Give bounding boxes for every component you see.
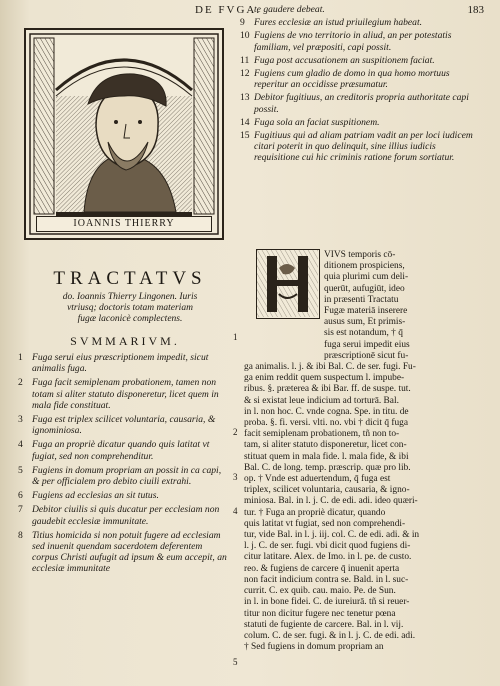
summarium-list (18, 352, 230, 578)
body-line: proba. §. fi. versi. vlti. no. vbi † dicit q̄ fuga (244, 418, 409, 429)
page-number: 183 (467, 4, 484, 16)
item-text: Fuga an propriè dicatur quando quis latitat vt fugiat, sed non comprehenditur. (32, 439, 210, 462)
item-text: Debitor ciuilis si quis ducatur per ecclesiam non gaudebit ecclesiæ immunitate. (32, 504, 220, 527)
item-number: 4 (18, 439, 23, 451)
item-number: 11 (240, 54, 250, 66)
item-text: Fugiens in domum propriam an possit in ca capi, & per officialem pro debito ciuili extrahi. (32, 464, 222, 488)
item-number: 1 (18, 352, 23, 363)
body-line: ausus sum, Et primis- (324, 317, 406, 328)
summary-item (18, 530, 230, 575)
portrait-illustration (26, 30, 222, 238)
body-line: citur latitare. Alex. de Imo. in l. pe. de custo. (244, 552, 412, 563)
item-text: Fuga post accusationem an suspitionem faciat. (254, 54, 435, 66)
body-line: tam, si aliter statuto disponeretur, licet con- (244, 440, 407, 451)
item-number: 15 (240, 130, 250, 142)
body-line: Fugæ materiā inserere (324, 306, 408, 317)
item-number: 2 (18, 377, 23, 389)
summary-item (240, 130, 480, 164)
item-number: 9 (240, 17, 245, 29)
body-line: ditionem prospiciens, (324, 261, 405, 272)
subtitle-line: vtriusq; doctoris totam materiam (67, 303, 193, 313)
body-line: tur. † Fuga an propriè dicatur, quando (244, 507, 386, 518)
summary-item (240, 55, 480, 66)
body-line: ga animalis. l. j. & ibi Bal. C. de ser. fugi. Fu- (244, 362, 416, 373)
body-line: tur, vide Bal. in l. j. iij. col. C. de edi. adi. & in (244, 530, 420, 541)
item-number: 12 (240, 68, 250, 80)
body-line: l. j. C. de ser. fugi. vbi dicit quod fugiens di- (244, 541, 411, 552)
item-text: Fugitiuus qui ad aliam patriam vadit an per loci iudicem citari poterit in quo delinquit, sine illius iudicis requisitione cui hic criminis ratione forum sortiatur. (254, 130, 473, 164)
portrait-caption: IOANNIS THIERRY (36, 216, 212, 232)
treatise-title: TRACTATVS (53, 268, 207, 289)
summary-item (18, 504, 230, 526)
main-body-text (244, 250, 482, 653)
body-line: † Sed fugiens in domum propriam an (244, 642, 384, 653)
body-line: titur non dicitur fugere nec tenetur pœna (244, 608, 396, 619)
item-number: 13 (240, 92, 250, 104)
item-number: 6 (18, 490, 23, 502)
item-text: Fuga facit semiplenam probationem, tamen non totam si aliter statuto disponeretur, licet quem in mala fide constituat. (32, 377, 219, 411)
item-text: Fugiens cum gladio de domo in qua homo mortuus reperitur an occidisse præsumatur. (254, 68, 450, 91)
item-text: Fuga serui eius præscriptionem impedit, sicut animalis fuga. (32, 352, 209, 375)
body-line: reo. & fugiens de carcere q̄ inuenit aperta (244, 563, 400, 574)
item-text: Fugiens de vno territorio in aliud, an per potestatis familiam, vel præpositi, capi possit. (254, 30, 452, 53)
item-number: 5 (18, 464, 23, 476)
summary-item (240, 92, 480, 114)
continuation-text: te gaudere debeat. (254, 4, 325, 15)
body-line: Bal. C. de long. temp. præscrip. quæ pro lib. (244, 462, 411, 473)
item-number: 3 (18, 414, 23, 426)
body-line: statuti de fugiente de carcere. Bal. in l. vij. (244, 619, 404, 630)
item-number: 7 (18, 504, 23, 516)
body-line: præscriptionē sicut fu- (324, 350, 409, 361)
body-line: op. † Vnde est aduertendum, q̄ fuga est (244, 474, 391, 485)
summary-item (240, 117, 480, 128)
margin-number: 1 (233, 332, 238, 342)
body-line: non facit indicium contra se. Bald. in l. suc- (244, 574, 409, 585)
body-line: & si existat leue indicium ad torturā. Bal. (244, 395, 399, 406)
item-text: Fuga est triplex scilicet voluntaria, causaria, & ignominiosa. (32, 414, 216, 437)
summary-item (18, 377, 230, 411)
summarium-heading: SVMMARIVM. (70, 334, 180, 348)
summary-item (240, 30, 480, 52)
body-line: colum. C. de ser. fugi. & in l. j. C. de edi. adi. (244, 630, 416, 641)
summary-item (18, 439, 230, 461)
summary-item (240, 17, 480, 28)
body-line: in l. non hoc. C. vnde cogna. Spe. in titu. de (244, 406, 409, 417)
margin-number: 5 (233, 657, 238, 667)
summarium-list-continued (240, 4, 480, 166)
body-line: currit. C. ex quib. cau. maio. Pe. de Sun. (244, 586, 396, 597)
body-line: sis est notandum, † q̄ (324, 328, 403, 339)
portrait-woodcut (24, 28, 224, 240)
running-head: DE FVGA. (195, 4, 262, 16)
item-number: 10 (240, 30, 250, 42)
body-line: triplex, scilicet voluntaria, causaria, & igno- (244, 485, 410, 496)
body-line: ga enim reddit quem suspectum l. impube- (244, 373, 405, 384)
summary-continuation (240, 4, 480, 15)
body-line: in præsenti Tractatu (324, 294, 399, 305)
body-line: facit semiplenam probationem, tñ non to- (244, 429, 400, 440)
summary-item (18, 465, 230, 487)
body-line: miniosa. Bal. in l. j. C. de edi. adi. ideo quæri- (244, 496, 418, 507)
body-line: ribus. §. præterea & ibi Bar. ff. de suspe. tut. (244, 384, 411, 395)
subtitle-line: do. Ioannis Thierry Lingonen. Iuris (62, 292, 198, 302)
item-text: Titius homicida si non potuit fugere ad ecclesiam sed inuenit quendam sacerdotem deferentem corpus Christi aufugit ad ipsum & eum accepit, an ecclesiæ immunitate (32, 529, 227, 575)
summary-item (18, 490, 230, 501)
margin-number: 4 (233, 506, 238, 516)
treatise-subtitle (30, 292, 230, 325)
margin-number: 3 (233, 472, 238, 482)
margin-number: 2 (233, 427, 238, 437)
item-text: Fugiens ad ecclesias an sit tutus. (32, 490, 159, 502)
body-line: quis latitat vt fugiat, sed non comprehendi- (244, 518, 406, 529)
body-line: querūt, aufugiūt, ideo (324, 283, 405, 294)
summary-item (18, 352, 230, 374)
item-text: Fuga sola an faciat suspitionem. (254, 116, 380, 128)
item-text: Debitor fugitiuus, an creditoris propria authoritate capi possit. (254, 92, 469, 115)
body-line: quia plurimi cum deli- (324, 272, 409, 283)
body-line: in l. in bone fidei. C. de iureiurā. tñ si reuer- (244, 597, 410, 608)
summary-item (240, 68, 480, 90)
subtitle-line: fugæ laconicè complectens. (77, 314, 183, 324)
item-number: 8 (18, 529, 23, 541)
body-line: stituat quem in mala fide. l. mala fide, & ibi (244, 451, 409, 462)
body-line: VIVS temporis cō- (324, 250, 396, 260)
item-text: Fures ecclesiæ an istud priuilegium habeat. (254, 17, 423, 29)
summary-item (18, 414, 230, 436)
item-number: 14 (240, 116, 250, 128)
body-line: fuga serui impedit eius (324, 339, 410, 350)
